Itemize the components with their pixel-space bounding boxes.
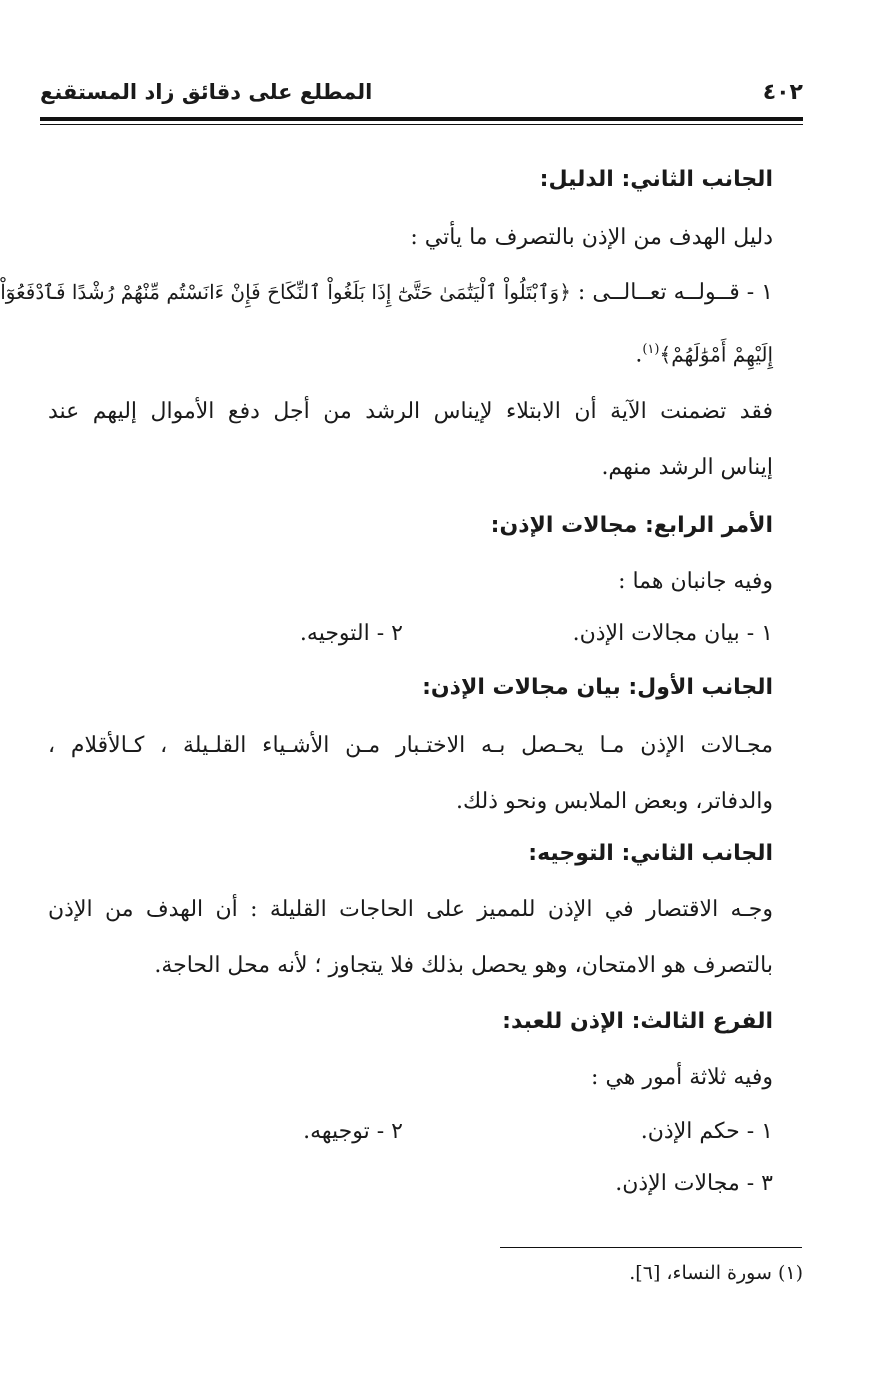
paragraph-line: إيناس الرشد منهم.: [601, 455, 773, 480]
running-title: المطلع على دقائق زاد المستقنع: [40, 80, 373, 104]
verse-end: .: [635, 342, 643, 368]
list-item: ١ - حكم الإذن.: [640, 1119, 773, 1144]
footnote-separator: [500, 1247, 802, 1248]
section-heading-fourth-matter: الأمر الرابع: مجالات الإذن:: [490, 513, 773, 538]
list-item: ٢ - التوجيه.: [299, 621, 403, 646]
list-row: [48, 1112, 773, 1152]
section-heading-evidence: الجانب الثاني: الدليل:: [539, 167, 773, 192]
page-header: [40, 80, 803, 114]
list-item: ١ - بيان مجالات الإذن.: [572, 621, 773, 646]
header-rule-thick: [40, 117, 803, 121]
section-heading-first-side: الجانب الأول: بيان مجالات الإذن:: [422, 675, 773, 700]
paragraph-line: مجـالات الإذن مـا يحـصل بـه الاختـبار مـن الأشـياء القلـيلة ، كـالأقلام ،: [48, 733, 773, 758]
paragraph-line: دليل الهدف من الإذن بالتصرف ما يأتي :: [410, 225, 773, 250]
list-intro: ١ - قــولــه تعــالــى :: [577, 280, 773, 305]
verse-line-1: [0, 272, 773, 312]
paragraph-line: وفيه جانبان هما :: [618, 569, 773, 594]
paragraph-line: فقد تضمنت الآية أن الابتلاء لإيناس الرشد من أجل دفع الأموال إليهم عند: [48, 399, 773, 424]
paragraph-line: بالتصرف هو الامتحان، وهو يحصل بذلك فلا يتجاوز ؛ لأنه محل الحاجة.: [154, 953, 773, 978]
paragraph-line: والدفاتر، وبعض الملابس ونحو ذلك.: [455, 789, 773, 814]
list-item: ٣ - مجالات الإذن.: [615, 1171, 773, 1196]
footnote-ref: (١): [642, 342, 660, 357]
section-heading-second-side: الجانب الثاني: التوجيه:: [528, 841, 773, 866]
header-rule-thin: [40, 124, 803, 125]
footnote: (١) سورة النساء، [٦].: [629, 1262, 803, 1284]
paragraph-line: وجـه الاقتصار في الإذن للمميز على الحاجات القليلة : أن الهدف من الإذن: [48, 897, 773, 922]
verse-line-2: [48, 330, 773, 370]
list-item: ٢ - توجيهه.: [303, 1119, 403, 1144]
list-row: [48, 614, 773, 654]
quran-verse-cont: إِلَيْهِمْ أَمْوَٰلَهُمْ﴾: [659, 342, 773, 367]
section-heading-third-branch: الفرع الثالث: الإذن للعبد:: [502, 1009, 773, 1034]
paragraph-line: وفيه ثلاثة أمور هي :: [591, 1065, 773, 1090]
page-number: ٤٠٢: [762, 80, 803, 105]
quran-verse: ﴿وَٱبْتَلُواْ ٱلْيَتَٰمَىٰ حَتَّىٰٓ إِذَا بَلَغُواْ ٱلنِّكَاحَ فَإِنْ ءَانَسْتُم مِّنْهُمْ رُشْدًا فَٱدْفَعُوٓاْ: [0, 280, 571, 304]
